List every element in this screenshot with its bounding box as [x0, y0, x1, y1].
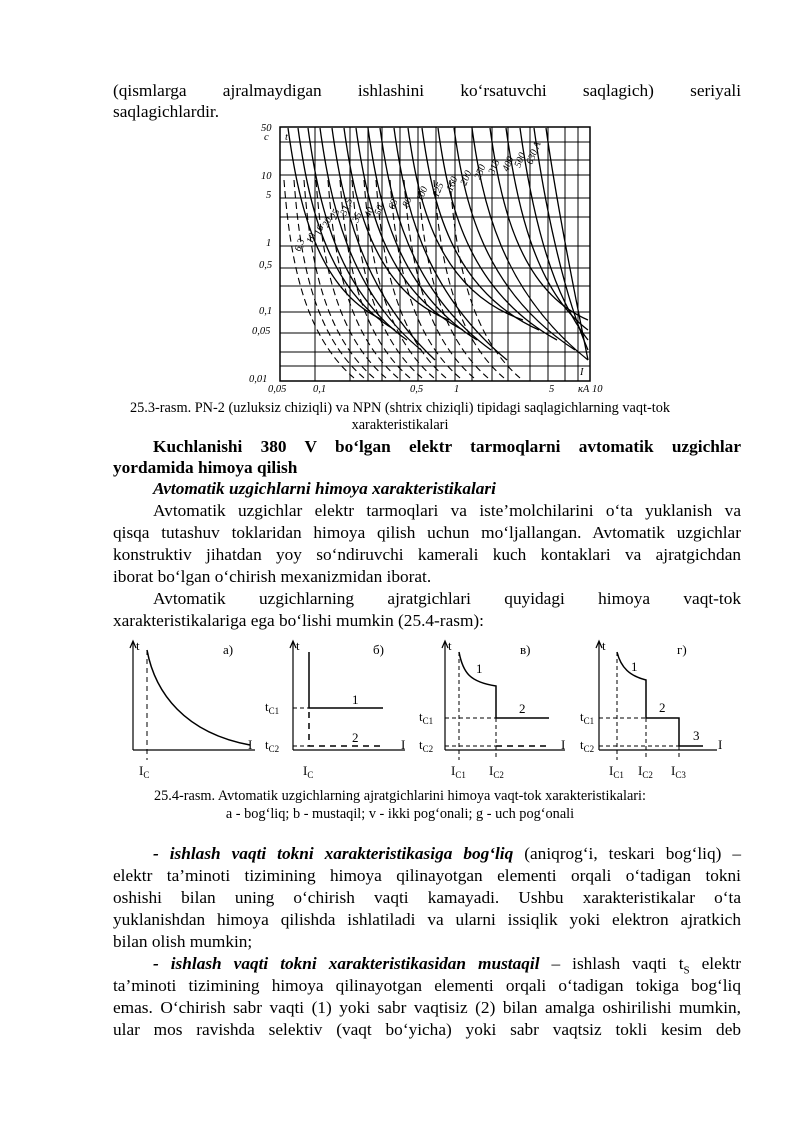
panel-g-tc1-sub: C1 [583, 716, 595, 726]
x-tick-10: кА 10 [578, 384, 603, 395]
intro-line-2: saqlagichlardir. [113, 102, 220, 121]
curve-label: 40 [362, 205, 377, 220]
figure-25-3-chart [240, 120, 610, 395]
panel-v-title: в) [520, 642, 531, 657]
figure-25-3-caption-line-2: xarakteristikalari [351, 417, 449, 433]
curve-label: 31,5 [338, 196, 356, 218]
figure-25-4-caption-line-1: 25.4-rasm. Avtomatik uzgichlarning ajratgichlarini himoya vaqt-tok xarakteristikalari: [153, 788, 647, 804]
curve-label: 25 [328, 207, 343, 222]
y-tick-0-01: 0,01 [249, 374, 268, 385]
para1-line-1: Avtomatik uzgichlar elektr tarmoqlari va iste’molchilarini o‘ta yuklanish va [153, 501, 741, 520]
figure-25-4-caption-line-2: a - bog‘liq; b - mustaqil; v - ikki pog‘onali; g - uch pog‘onali [225, 806, 575, 822]
panel-b-tc2-main: t [265, 737, 269, 752]
panel-b-i: I [401, 737, 406, 752]
panel-g-ic2-sub: C2 [642, 770, 653, 780]
x-tick-0-5: 0,5 [410, 384, 424, 395]
para3-line-1 [113, 843, 741, 865]
x-tick-0-1: 0,1 [313, 384, 327, 395]
panel-v-tc2 [419, 737, 433, 754]
y-tick-50: 50 [261, 123, 272, 134]
y-tick-0-1: 0,1 [259, 306, 273, 317]
curve-label: 63 [386, 197, 401, 212]
panel-g-ic2 [638, 763, 653, 780]
x-tick-1: 1 [454, 384, 460, 395]
fuse-curve-dashed [450, 180, 520, 378]
panel-v-tc1 [419, 709, 433, 726]
curve-label: 100 [414, 185, 431, 204]
para2-line-1: Avtomatik uzgichlarning ajratgichlari quyidagi himoya vaqt-tok [153, 589, 741, 608]
panel-b-n1: 1 [352, 692, 359, 707]
x-tick-5: 5 [549, 384, 555, 395]
curve-label: 50 [372, 203, 387, 218]
panel-v-ic1 [451, 763, 466, 780]
y-tick-0-05: 0,05 [252, 326, 271, 337]
t-axis-label: t [285, 132, 288, 143]
curve-label: 16 [312, 223, 327, 238]
panel-g-ic3-main: I [671, 763, 676, 778]
curve-label: 315 [486, 158, 503, 177]
curve-label: 125 [430, 181, 447, 200]
panel-v-ic2-sub: C2 [493, 770, 504, 780]
panel-a-ic-sub: C [143, 770, 150, 780]
panel-v-n2: 2 [519, 701, 526, 716]
para4-sub-s: S [683, 964, 690, 977]
subheading: Avtomatik uzgichlarni himoya xarakteristikalari [153, 479, 496, 498]
curve-label: 6,3 [292, 237, 308, 254]
panel-a-ic-main: I [139, 763, 144, 778]
y-tick-1: 1 [266, 238, 272, 249]
panel-v-tc2-main: t [419, 737, 423, 752]
panel-b-tc1 [265, 699, 279, 716]
panel-b-t: t [296, 638, 300, 653]
panel-g-ic1 [609, 763, 624, 780]
section-heading-line-2: yordamida himoya qilish [113, 458, 298, 477]
panel-b-ic [303, 763, 313, 780]
panel-g-i: I [718, 737, 723, 752]
panel-g-ic1-sub: C1 [613, 770, 624, 780]
panel-b-title: б) [373, 642, 384, 657]
panel-v-ic1-main: I [451, 763, 456, 778]
panel-g-ic3-sub: C3 [675, 770, 686, 780]
curve-label: 630 A [524, 140, 544, 167]
para1-line-2: qisqa tutashuv toklaridan himoya qilish uchun mo‘ljallangan. Avtomatik uzgichlar [113, 523, 741, 542]
panel-v-t: t [448, 638, 452, 653]
panel-a-title: а) [223, 642, 234, 657]
panel-v-n1: 1 [476, 661, 483, 676]
curve-label: 20 [320, 215, 335, 230]
panel-b-ic-sub: C [307, 770, 314, 780]
para3-line-3: oshishi bilan uning o‘chirish vaqti kamayadi. Ushbu xarakteristikalar o‘ta [113, 888, 741, 907]
y-tick-5: 5 [266, 190, 272, 201]
para3-line-4: yuklanishdan himoya qilishda ishlatiladi va ularni issiqlik yoki elektron ajratkich [113, 910, 741, 929]
para3-lead: - ishlash vaqti tokni xarakteristikasiga bog‘liq [153, 844, 514, 863]
panel-b-tc1-main: t [265, 699, 269, 714]
panel-g-n1: 1 [631, 659, 638, 674]
panel-a-t: t [136, 638, 140, 653]
para4-line-1-rest-b: elektr [689, 954, 741, 973]
panel-g-tc2-main: t [580, 737, 584, 752]
panel-g-n3: 3 [693, 728, 700, 743]
figure-25-3-caption-line-1: 25.3-rasm. PN-2 (uzluksiz chiziqli) va NPN (shtrix chiziqli) tipidagi saqlagichlarning vaqt-tok [130, 400, 670, 416]
panel-a-i: I [248, 737, 253, 752]
para4-lead: - ishlash vaqti tokni xarakteristikasidan mustaqil [153, 954, 540, 973]
para2-line-2: xarakteristikalariga ega bo‘lishi mumkin (25.4-rasm): [113, 611, 484, 630]
fuse-curve-dashed [418, 180, 488, 378]
panel-v-i: I [561, 737, 566, 752]
panel-b-n2: 2 [352, 730, 359, 745]
panel-v-ic2 [489, 763, 504, 780]
para4-line-2: ta’minoti tizimining himoya qilinayotgan elementi orqali o‘tadigan tokiga bog‘liq [113, 976, 741, 995]
curve-label: 35 [350, 210, 365, 225]
para1-line-3: konstruktiv jihatdan yoy so‘ndiruvchi kamerali kuch kontaklari va ajratgichdan [113, 545, 741, 564]
panel-g-tc2 [580, 737, 594, 754]
curve-label: 500 [512, 151, 529, 170]
figure-25-4 [125, 638, 735, 783]
para1-line-4: iborat bo‘lgan o‘chirish mexanizmidan iborat. [113, 567, 432, 586]
panel-a-plot [130, 641, 255, 760]
curve-label: 80 [400, 195, 415, 210]
para4-line-4: ular mos ravishda selektiv (vaqt bo‘yicha) yoki sabr vaqtsiz tokli kesim deb [113, 1020, 741, 1039]
y-unit-c: c [264, 132, 269, 143]
para4-line-3: emas. O‘chirish sabr vaqti (1) yoki sabr vaqtisiz (2) bilan amalga oshirilishi mumkin, [113, 998, 741, 1017]
panel-v-ic1-sub: C1 [455, 770, 466, 780]
panel-v-ic2-main: I [489, 763, 494, 778]
curve-label: 160 [444, 175, 461, 194]
panel-b-plot [290, 641, 405, 750]
i-axis-label: I [580, 367, 584, 378]
para3-line-2: elektr ta’minoti tizimining himoya qilinayotgan elementi orqali o‘tadigan tokni [113, 866, 741, 885]
panel-g-tc1-main: t [580, 709, 584, 724]
y-tick-10: 10 [261, 171, 272, 182]
panel-v-plot [442, 641, 565, 760]
curve-label: 250 [472, 163, 489, 182]
panel-g-ic3 [671, 763, 686, 780]
panel-g-title: г) [677, 642, 687, 657]
panel-b-tc1-sub: C1 [268, 706, 280, 716]
panel-b-ic-main: I [303, 763, 308, 778]
section-heading-line-1: Kuchlanishi 380 V bo‘lgan elektr tarmoqlarni avtomatik uzgichlar [153, 437, 741, 456]
x-tick-0-05: 0,05 [268, 384, 287, 395]
curve-label: 10 [304, 231, 319, 246]
panel-g-tc2-sub: C2 [583, 744, 595, 754]
intro-line-1: (qismlarga ajralmaydigan ishlashini ko‘rsatuvchi saqlagich) seriyali [113, 81, 741, 100]
panel-v-tc2-sub: C2 [422, 744, 434, 754]
para3-line-1-rest: (aniqrog‘i, teskari bog‘liq) – [513, 844, 741, 863]
para4-line-1-rest-a: – ishlash vaqti t [539, 954, 684, 973]
panel-b-tc2 [265, 737, 279, 754]
fuse-curve-solid [546, 128, 588, 360]
para3-line-5: bilan olish mumkin; [113, 932, 253, 951]
panel-v-tc1-main: t [419, 709, 423, 724]
panel-v-tc1-sub: C1 [422, 716, 434, 726]
panel-g-ic2-main: I [638, 763, 643, 778]
curve-label: 400 [500, 155, 517, 174]
curve-label: 200 [458, 169, 475, 188]
panel-g-n2: 2 [659, 700, 666, 715]
panel-b-tc2-sub: C2 [268, 744, 280, 754]
panel-g-t: t [602, 638, 606, 653]
panel-g-tc1 [580, 709, 594, 726]
panel-g-ic1-main: I [609, 763, 614, 778]
panel-a-ic [139, 763, 149, 780]
y-tick-0-5: 0,5 [259, 260, 273, 271]
